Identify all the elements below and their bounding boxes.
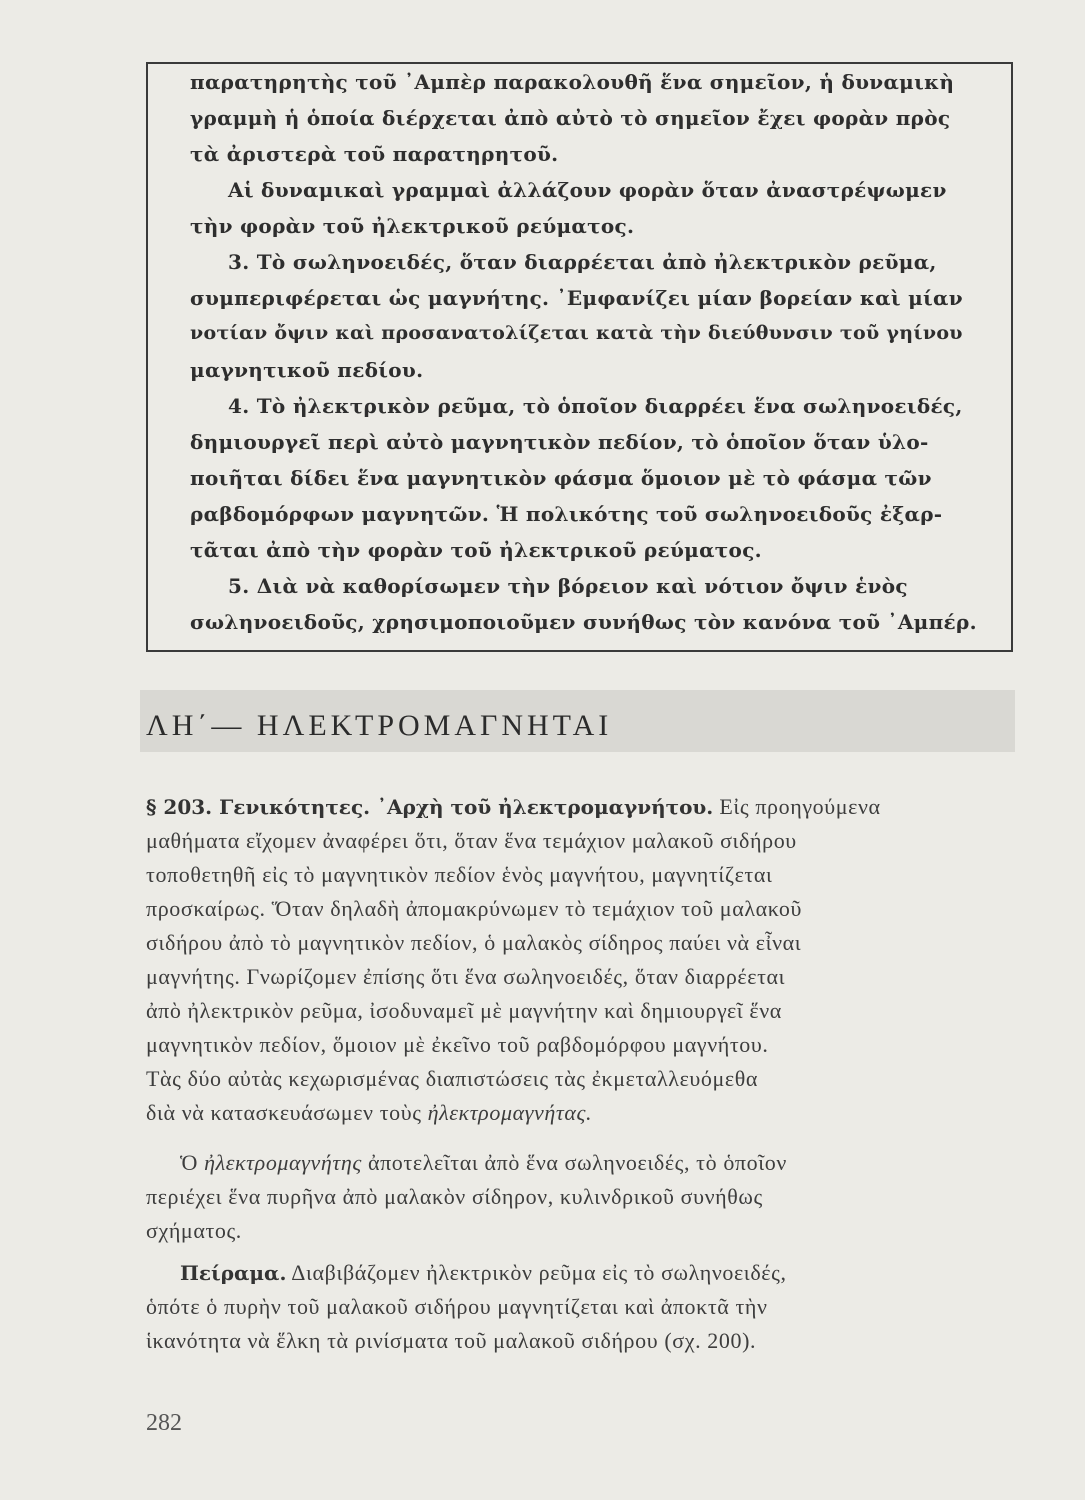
summary-line: συμπεριφέρεται ὡς μαγνήτης. ᾿Εμφανίζει μίαν βορείαν καὶ μίαν <box>190 286 963 310</box>
body-line: μαγνήτης. Γνωρίζομεν ἐπίσης ὅτι ἕνα σωληνοειδές, ὅταν διαρρέεται <box>146 964 786 989</box>
summary-line: Αἱ δυναμικαὶ γραμμαὶ ἀλλάζουν φορὰν ὅταν ἀναστρέψωμεν <box>228 178 947 202</box>
summary-box <box>146 62 1013 652</box>
summary-line: 3. Τὸ σωληνοειδές, ὅταν διαρρέεται ἀπὸ ἠλεκτρικὸν ρεῦμα, <box>228 250 937 274</box>
summary-line: ποιῆται δίδει ἕνα μαγνητικὸν φάσμα ὅμοιον μὲ τὸ φάσμα τῶν <box>190 466 932 490</box>
summary-line: παρατηρητὴς τοῦ ᾿Αμπὲρ παρακολουθῆ ἕνα σημεῖον, ἡ δυναμικὴ <box>190 70 955 94</box>
summary-line: γραμμὴ ἡ ὁποία διέρχεται ἀπὸ αὐτὸ τὸ σημεῖον ἔχει φορὰν πρὸς <box>190 106 951 130</box>
section-heading-line <box>146 794 881 820</box>
summary-line: 5. Διὰ νὰ καθορίσωμεν τὴν βόρειον καὶ νότιον ὄψιν ἑνὸς <box>228 574 908 598</box>
body-line <box>146 1100 592 1126</box>
body-line <box>180 1260 787 1286</box>
body-line: σιδήρου ἀπὸ τὸ μαγνητικὸν πεδίον, ὁ μαλακὸς σίδηρος παύει νὰ εἶναι <box>146 930 802 955</box>
body-line: προσκαίρως. Ὅταν δηλαδὴ ἀπομακρύνωμεν τὸ τεμάχιον τοῦ μαλακοῦ <box>146 896 803 921</box>
body-text: ἀποτελεῖται ἀπὸ ἕνα σωληνοειδές, τὸ ὁποῖον <box>361 1150 787 1175</box>
summary-line: τᾶται ἀπὸ τὴν φορὰν τοῦ ἠλεκτρικοῦ ρεύματος. <box>190 538 762 562</box>
summary-line: τὰ ἀριστερὰ τοῦ παρατηρητοῦ. <box>190 142 559 166</box>
body-text: διὰ νὰ κατασκευάσωμεν τοὺς <box>146 1100 428 1125</box>
term-italic: ἠλεκτρομαγνήτας. <box>427 1100 593 1125</box>
summary-line: νοτίαν ὄψιν καὶ προσανατολίζεται κατὰ τὴν διεύθυνσιν τοῦ γηίνου <box>190 322 963 344</box>
body-line: μαγνητικὸν πεδίον, ὅμοιον μὲ ἐκεῖνο τοῦ ραβδομόρφου μαγνήτου. <box>146 1032 769 1057</box>
body-text: Διαβιβάζομεν ἠλεκτρικὸν ρεῦμα εἰς τὸ σωληνοειδές, <box>286 1260 787 1285</box>
section-text: Εἰς προηγούμενα <box>713 794 881 819</box>
summary-line: 4. Τὸ ἠλεκτρικὸν ρεῦμα, τὸ ὁποῖον διαρρέει ἕνα σωληνοειδές, <box>228 394 963 418</box>
term-italic: ἠλεκτρομαγνήτης <box>204 1150 362 1175</box>
section-heading: § 203. Γενικότητες. ᾿Αρχὴ τοῦ ἠλεκτρομαγνήτου. <box>146 795 714 819</box>
summary-line: τὴν φορὰν τοῦ ἠλεκτρικοῦ ρεύματος. <box>190 214 635 238</box>
summary-line: μαγνητικοῦ πεδίου. <box>190 358 424 382</box>
experiment-label: Πείραμα. <box>180 1261 287 1285</box>
page-number: 282 <box>146 1410 182 1436</box>
body-line: τοποθετηθῆ εἰς τὸ μαγνητικὸν πεδίον ἑνὸς μαγνήτου, μαγνητίζεται <box>146 862 773 887</box>
body-line <box>180 1150 787 1176</box>
body-line: Τὰς δύο αὐτὰς κεχωρισμένας διαπιστώσεις τὰς ἐκμεταλλευόμεθα <box>146 1066 759 1091</box>
summary-line: ραβδομόρφων μαγνητῶν. Ἡ πολικότης τοῦ σωληνοειδοῦς ἐξαρ- <box>190 502 943 526</box>
body-line: μαθήματα εἴχομεν ἀναφέρει ὅτι, ὅταν ἕνα τεμάχιον μαλακοῦ σιδήρου <box>146 828 797 853</box>
body-text: Ὁ <box>180 1150 205 1175</box>
chapter-title: ΛΗ΄— ΗΛΕΚΤΡΟΜΑΓΝΗΤΑΙ <box>146 709 613 742</box>
body-line: ἱκανότητα νὰ ἕλκη τὰ ρινίσματα τοῦ μαλακοῦ σιδήρου (σχ. 200). <box>146 1328 757 1353</box>
body-line: περιέχει ἕνα πυρῆνα ἀπὸ μαλακὸν σίδηρον, κυλινδρικοῦ συνήθως <box>146 1184 763 1209</box>
body-line: σχήματος. <box>146 1218 242 1243</box>
summary-line: δημιουργεῖ περὶ αὐτὸ μαγνητικὸν πεδίον, τὸ ὁποῖον ὅταν ὑλο- <box>190 430 929 454</box>
summary-line: σωληνοειδοῦς, χρησιμοποιοῦμεν συνήθως τὸν κανόνα τοῦ ᾿Αμπέρ. <box>190 610 977 634</box>
body-line: ὁπότε ὁ πυρὴν τοῦ μαλακοῦ σιδήρου μαγνητίζεται καὶ ἀποκτᾶ τὴν <box>146 1294 768 1319</box>
body-line: ἀπὸ ἠλεκτρικὸν ρεῦμα, ἰσοδυναμεῖ μὲ μαγνήτην καὶ δημιουργεῖ ἕνα <box>146 998 782 1023</box>
